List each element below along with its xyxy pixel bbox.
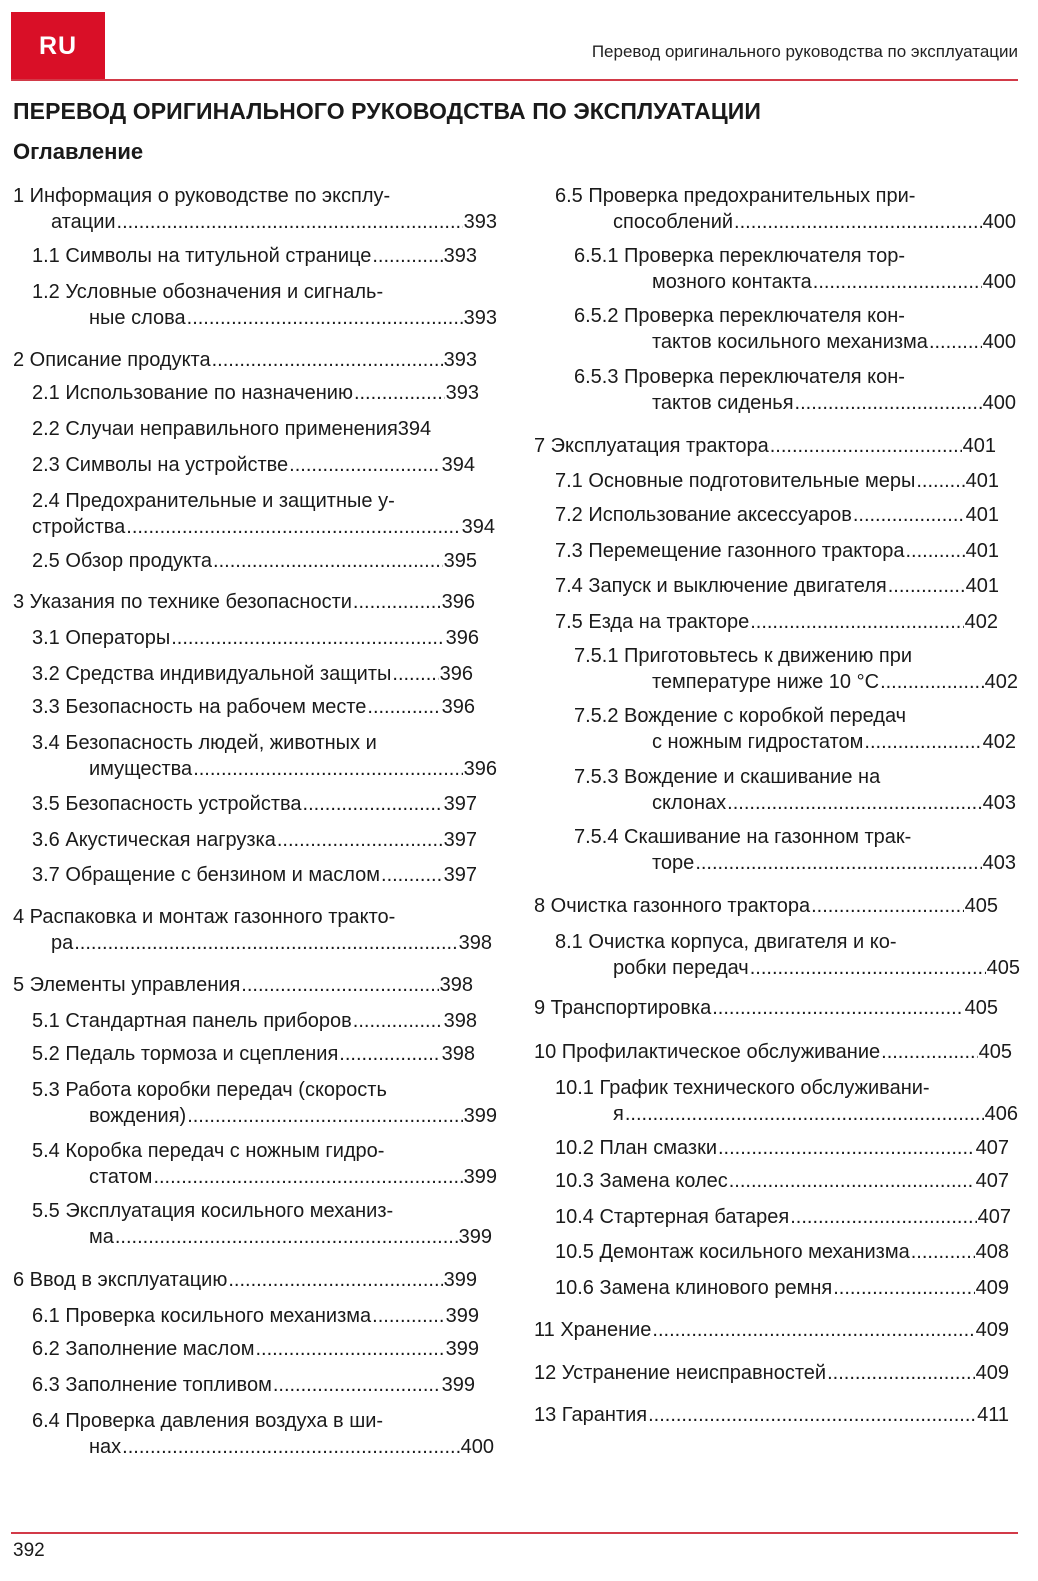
toc-entry[interactable]: [13, 973, 473, 997]
toc-entry-label: 10.5 Демонтаж косильного механизма: [555, 1241, 910, 1263]
toc-entry-label: 10.3 Замена колес: [555, 1170, 728, 1192]
toc-entry[interactable]: [555, 1136, 1009, 1160]
toc-entry[interactable]: [13, 1268, 477, 1292]
toc-entry-label: 9 Транспортировка: [534, 997, 712, 1019]
dot-leader: [833, 1276, 974, 1300]
dot-leader: [853, 503, 965, 527]
toc-entry[interactable]: [32, 662, 473, 686]
toc-entry-label: 6.3 Заполнение топливом: [32, 1374, 272, 1396]
toc-entry-label: 1 Информация о руководстве по эксплу-: [13, 185, 391, 207]
toc-entry-page: 407: [975, 1137, 1009, 1159]
toc-entry-page: 409: [975, 1362, 1009, 1384]
dot-leader: [122, 1435, 459, 1459]
toc-entry-page: 396: [441, 696, 475, 718]
dot-leader: [881, 1040, 977, 1064]
dot-leader: [795, 391, 982, 415]
toc-entry[interactable]: [534, 434, 996, 458]
toc-entry-label: 13 Гарантия: [534, 1404, 648, 1426]
toc-entry-label: 3.3 Безопасность на рабочем месте: [32, 696, 367, 718]
toc-entry[interactable]: [574, 704, 1016, 754]
toc-entry-page: 407: [975, 1170, 1009, 1192]
toc-entry[interactable]: [32, 863, 477, 887]
dot-leader: [213, 549, 443, 573]
toc-entry[interactable]: [555, 610, 998, 634]
toc-entry[interactable]: [32, 1139, 497, 1189]
toc-entry-label: 10.2 План смазки: [555, 1137, 717, 1159]
dot-leader: [625, 1102, 984, 1126]
toc-entry-label-continued: с ножным гидростатом: [652, 731, 864, 753]
toc-entry[interactable]: [555, 574, 999, 598]
dot-leader: [153, 1165, 462, 1189]
running-header-title: Перевод оригинального руководства по эксплуатации: [591, 42, 1018, 61]
dot-leader: [117, 210, 463, 234]
dot-leader: [888, 574, 965, 598]
toc-entry[interactable]: [32, 453, 475, 477]
toc-entry-label-continued: ма: [89, 1226, 114, 1248]
toc-entry-label: 3.6 Акустическая нагрузка: [32, 829, 276, 851]
dot-leader: [303, 792, 443, 816]
toc-entry-label: 6.5.3 Проверка переключателя кон-: [574, 366, 905, 388]
toc-entry-page: 401: [965, 540, 999, 562]
toc-entry-page: 399: [445, 1305, 479, 1327]
dot-leader: [74, 931, 457, 955]
toc-entry-label: 7.4 Запуск и выключение двигателя: [555, 575, 887, 597]
dot-leader: [750, 956, 986, 980]
dot-leader: [813, 270, 982, 294]
toc-entry[interactable]: [32, 1373, 475, 1397]
dot-leader: [171, 626, 444, 650]
toc-entry-label: 7.2 Использование аксессуаров: [555, 504, 852, 526]
toc-entry-page: 400: [982, 331, 1016, 353]
toc-entry[interactable]: [534, 894, 998, 918]
toc-entry[interactable]: [32, 1009, 477, 1033]
toc-entry-label: 3.7 Обращение с бензином и маслом: [32, 864, 381, 886]
toc-entry-label: 6 Ввод в эксплуатацию: [13, 1269, 228, 1291]
dot-leader: [392, 662, 438, 686]
toc-entry-label-continued: имущества: [89, 758, 193, 780]
toc-entry-page: 397: [443, 864, 477, 886]
dot-leader: [916, 469, 964, 493]
toc-entry-page: 400: [982, 392, 1016, 414]
toc-entry[interactable]: [574, 825, 1016, 875]
toc-entry[interactable]: [32, 1199, 492, 1249]
dot-leader: [212, 348, 443, 372]
toc-entry-label-continued: вождения): [89, 1105, 187, 1127]
toc-entry-label: 3 Указания по технике безопасности: [13, 591, 352, 613]
toc-entry-page: 397: [443, 829, 477, 851]
toc-entry-label-continued: статом: [89, 1166, 153, 1188]
toc-entry-page: 405: [964, 997, 998, 1019]
dot-leader: [712, 996, 963, 1020]
toc-entry[interactable]: [32, 1337, 479, 1361]
toc-entry-page: 408: [975, 1241, 1009, 1263]
dot-leader: [718, 1136, 975, 1160]
toc-entry-label: 2.5 Обзор продукта: [32, 550, 213, 572]
toc-entry[interactable]: [555, 184, 1016, 234]
toc-entry-label: 6.1 Проверка косильного механизма: [32, 1305, 372, 1327]
dot-leader: [193, 757, 462, 781]
dot-leader: [770, 434, 962, 458]
toc-entry-label-continued: нах: [89, 1436, 122, 1458]
toc-entry[interactable]: [574, 365, 1016, 415]
toc-entry-page: 411: [977, 1404, 1009, 1426]
toc-entry-page: 405: [986, 957, 1020, 979]
dot-leader: [126, 515, 460, 539]
toc-entry-page: 402: [982, 731, 1016, 753]
toc-entry-page: 398: [443, 1010, 477, 1032]
toc-entry-label-continued: ра: [51, 932, 74, 954]
toc-entry[interactable]: [32, 792, 477, 816]
toc-entry-page: 393: [463, 307, 497, 329]
toc-entry-label: 7.1 Основные подготовительные меры: [555, 470, 916, 492]
toc-entry-label: 5.1 Стандартная панель приборов: [32, 1010, 352, 1032]
toc-entry-label: 3.4 Безопасность людей, животных и: [32, 732, 377, 754]
toc-entry-label-continued: ные слова: [89, 307, 186, 329]
toc-entry[interactable]: [32, 381, 479, 405]
toc-entry-page: 402: [984, 671, 1018, 693]
toc-entry-page: 399: [445, 1338, 479, 1360]
toc-entry[interactable]: [32, 1078, 497, 1128]
toc-entry-label: 5.2 Педаль тормоза и сцепления: [32, 1043, 339, 1065]
toc-entry-page: 406: [984, 1103, 1018, 1125]
dot-leader: [827, 1361, 975, 1385]
toc-entry-page: 395: [443, 550, 477, 572]
dot-leader: [864, 730, 981, 754]
toc-entry[interactable]: [574, 244, 1016, 294]
toc-entry-page: 396: [441, 591, 475, 613]
toc-entry-page: 394: [397, 418, 432, 440]
toc-entry-page: 409: [975, 1277, 1009, 1299]
toc-entry[interactable]: [13, 184, 497, 234]
toc-entry[interactable]: [574, 765, 1016, 815]
toc-entry-label: 12 Устранение неисправностей: [534, 1362, 827, 1384]
toc-entry[interactable]: [534, 1403, 1009, 1427]
dot-leader: [187, 1104, 462, 1128]
dot-leader: [929, 330, 982, 354]
toc-entry-label: 1.1 Символы на титульной странице: [32, 245, 372, 267]
dot-leader: [695, 851, 981, 875]
toc-entry-label-continued: атации: [51, 211, 116, 233]
toc-entry[interactable]: [534, 996, 998, 1020]
dot-leader: [187, 306, 463, 330]
toc-entry-label: 4 Распаковка и монтаж газонного тракто-: [13, 906, 396, 928]
toc-entry-label: 2.2 Случаи неправильного применения: [32, 418, 398, 440]
toc-entry-page: 394: [441, 454, 475, 476]
dot-leader: [353, 590, 441, 614]
toc-entry-label: 2.1 Использование по назначению: [32, 382, 353, 404]
toc-entry-label: 7.5.1 Приготовьтесь к движению при: [574, 645, 912, 667]
toc-heading: Оглавление: [13, 139, 144, 164]
toc-entry[interactable]: [13, 348, 477, 372]
toc-entry-label-continued: температуре ниже 10 °C: [652, 671, 880, 693]
toc-entry-page: 400: [982, 211, 1016, 233]
toc-entry-label: 8 Очистка газонного трактора: [534, 895, 811, 917]
toc-entry-label: 8.1 Очистка корпуса, двигателя и ко-: [555, 931, 897, 953]
page-number: 392: [13, 1540, 45, 1561]
toc-entry[interactable]: [555, 1276, 1009, 1300]
toc-entry-page: 398: [441, 1043, 475, 1065]
toc-entry-page: 401: [962, 435, 996, 457]
toc-entry-label: 6.2 Заполнение маслом: [32, 1338, 255, 1360]
toc-entry-page: 399: [443, 1269, 477, 1291]
toc-entry-page: 396: [445, 627, 479, 649]
document-title: ПЕРЕВОД ОРИГИНАЛЬНОГО РУКОВОДСТВА ПО ЭКСПЛУАТАЦИИ: [13, 98, 762, 124]
toc-entry-page: 405: [978, 1041, 1012, 1063]
toc-entry-page: 409: [975, 1319, 1009, 1341]
dot-leader: [652, 1318, 974, 1342]
toc-entry[interactable]: [555, 503, 999, 527]
toc-entry-page: 401: [965, 504, 999, 526]
toc-entry-label-continued: тактов косильного механизма: [652, 331, 928, 353]
dot-leader: [381, 863, 443, 887]
toc-entry-page: 405: [964, 895, 998, 917]
toc-entry-label-continued: склонах: [652, 792, 727, 814]
toc-entry[interactable]: [555, 1240, 1009, 1264]
toc-entry-label: 3.2 Средства индивидуальной защиты: [32, 663, 392, 685]
toc-entry-label: 7.5.4 Скашивание на газонном трак-: [574, 826, 912, 848]
toc-entry-page: 393: [443, 245, 477, 267]
toc-entry[interactable]: [32, 417, 477, 441]
toc-entry[interactable]: [555, 930, 1020, 980]
toc-entry[interactable]: [32, 280, 497, 330]
toc-entry[interactable]: [555, 1169, 1009, 1193]
toc-entry-label: 1.2 Условные обозначения и сигналь-: [32, 281, 384, 303]
toc-entry-label: 7 Эксплуатация трактора: [534, 435, 769, 457]
toc-entry[interactable]: [32, 1042, 475, 1066]
toc-entry-label-continued: робки передач: [613, 957, 749, 979]
dot-leader: [255, 1337, 444, 1361]
toc-entry[interactable]: [534, 1318, 1009, 1342]
toc-entry[interactable]: [534, 1361, 1009, 1385]
toc-entry-page: 402: [964, 611, 998, 633]
dot-leader: [372, 244, 442, 268]
toc-entry-label: 7.5.3 Вождение и скашивание на: [574, 766, 881, 788]
dot-leader: [734, 210, 982, 234]
toc-entry-label: 6.5 Проверка предохранительных при-: [555, 185, 916, 207]
toc-entry-page: 399: [458, 1226, 492, 1248]
dot-leader: [354, 381, 445, 405]
toc-entry[interactable]: [574, 644, 1018, 694]
toc-entry[interactable]: [555, 539, 999, 563]
toc-entry-label: 2.3 Символы на устройстве: [32, 454, 289, 476]
dot-leader: [880, 670, 984, 694]
toc-entry-label: 3.5 Безопасность устройства: [32, 793, 302, 815]
toc-entry-page: 401: [965, 575, 999, 597]
toc-entry-page: 399: [463, 1166, 497, 1188]
toc-entry-page: 393: [443, 349, 477, 371]
toc-entry[interactable]: [32, 731, 497, 781]
toc-entry-page: 399: [463, 1105, 497, 1127]
dot-leader: [367, 695, 440, 719]
dot-leader: [727, 791, 981, 815]
toc-entry-label: 7.5.2 Вождение с коробкой передач: [574, 705, 907, 727]
toc-entry-label: 10.1 График технического обслуживани-: [555, 1077, 930, 1099]
toc-entry-label-continued: способлений: [613, 211, 734, 233]
toc-entry-label: 7.3 Перемещение газонного трактора: [555, 540, 905, 562]
toc-entry-label: 5.5 Эксплуатация косильного механиз-: [32, 1200, 394, 1222]
dot-leader: [790, 1205, 976, 1229]
dot-leader: [372, 1304, 444, 1328]
toc-entry-page: 396: [439, 663, 473, 685]
dot-leader: [241, 973, 438, 997]
toc-entry[interactable]: [32, 244, 477, 268]
toc-entry[interactable]: [13, 905, 492, 955]
toc-entry[interactable]: [32, 828, 477, 852]
toc-entry-label: 5.4 Коробка передач с ножным гидро-: [32, 1140, 385, 1162]
toc-entry-page: 401: [965, 470, 999, 492]
dot-leader: [648, 1403, 976, 1427]
dot-leader: [729, 1169, 975, 1193]
toc-entry-page: 393: [445, 382, 479, 404]
toc-entry-label: 3.1 Операторы: [32, 627, 171, 649]
toc-entry-label: 2 Описание продукта: [13, 349, 211, 371]
toc-entry-label: 6.4 Проверка давления воздуха в ши-: [32, 1410, 384, 1432]
toc-entry[interactable]: [32, 626, 479, 650]
toc-entry-label: 10.4 Стартерная батарея: [555, 1206, 790, 1228]
toc-entry-label: 11 Хранение: [534, 1319, 652, 1341]
toc-entry-label-continued: я: [613, 1103, 624, 1125]
toc-entry-page: 394: [461, 516, 495, 538]
toc-entry-label: 7.5 Езда на тракторе: [555, 611, 750, 633]
toc-entry[interactable]: [32, 1409, 494, 1459]
dot-leader: [273, 1373, 441, 1397]
language-badge: RU: [11, 12, 105, 80]
toc-entry-label: 2.4 Предохранительные и защитные у-: [32, 490, 395, 512]
dot-leader: [339, 1042, 440, 1066]
toc-entry-page: 397: [443, 793, 477, 815]
dot-leader: [911, 1240, 975, 1264]
toc-entry[interactable]: [555, 1205, 1011, 1229]
toc-entry-page: 400: [982, 271, 1016, 293]
toc-entry-label: 5 Элементы управления: [13, 974, 241, 996]
toc-entry-label: 6.5.2 Проверка переключателя кон-: [574, 305, 905, 327]
toc-entry[interactable]: [13, 590, 475, 614]
toc-entry-label-continued: торе: [652, 852, 695, 874]
toc-entry-page: 399: [441, 1374, 475, 1396]
toc-entry[interactable]: [555, 469, 999, 493]
footer-divider: [11, 1532, 1018, 1534]
toc-entry[interactable]: [32, 549, 477, 573]
toc-entry-label-continued: стройства: [32, 516, 126, 538]
toc-entry-label: 10.6 Замена клинового ремня: [555, 1277, 833, 1299]
toc-entry[interactable]: [555, 1076, 1018, 1126]
toc-entry-page: 403: [982, 852, 1016, 874]
toc-entry[interactable]: [534, 1040, 1012, 1064]
dot-leader: [289, 453, 440, 477]
toc-entry-label-continued: мозного контакта: [652, 271, 812, 293]
dot-leader: [353, 1009, 443, 1033]
dot-leader: [115, 1225, 458, 1249]
toc-entry-label: 10 Профилактическое обслуживание: [534, 1041, 881, 1063]
toc-entry-page: 403: [982, 792, 1016, 814]
toc-entry[interactable]: [574, 304, 1016, 354]
toc-entry[interactable]: [32, 695, 475, 719]
dot-leader: [277, 828, 443, 852]
toc-entry[interactable]: [32, 489, 495, 539]
toc-entry-page: 407: [977, 1206, 1011, 1228]
toc-entry[interactable]: [32, 1304, 479, 1328]
dot-leader: [811, 894, 964, 918]
toc-entry-page: 400: [460, 1436, 494, 1458]
dot-leader: [905, 539, 964, 563]
toc-entry-label: 5.3 Работа коробки передач (скорость: [32, 1079, 387, 1101]
toc-entry-page: 398: [458, 932, 492, 954]
toc-entry-label-continued: тактов сиденья: [652, 392, 794, 414]
toc-entry-page: 398: [439, 974, 473, 996]
dot-leader: [228, 1268, 442, 1292]
dot-leader: [750, 610, 963, 634]
toc-entry-page: 396: [463, 758, 497, 780]
toc-entry-page: 393: [463, 211, 497, 233]
toc-entry-label: 6.5.1 Проверка переключателя тор-: [574, 245, 905, 267]
header-divider: [11, 79, 1018, 81]
